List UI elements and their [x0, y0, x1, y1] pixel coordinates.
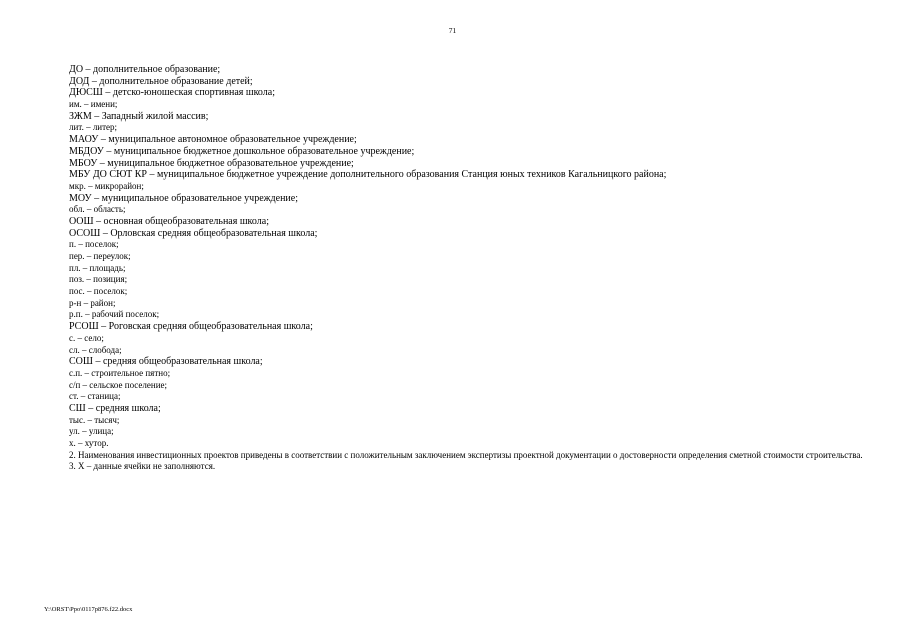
abbreviation-list	[69, 64, 863, 450]
note-3: 3. Х – данные ячейки не заполняются.	[69, 461, 216, 472]
abbreviation-item: тыс. – тысяч;	[69, 414, 120, 425]
abbreviation-item: РСОШ – Роговская средняя общеобразовательная школа;	[69, 321, 313, 333]
abbreviation-item: ДЮСШ – детско-юношеская спортивная школа;	[69, 87, 276, 99]
abbreviation-item: пл. – площадь;	[69, 262, 126, 273]
abbreviation-item: МАОУ – муниципальное автономное образовательное учреждение;	[69, 134, 357, 146]
abbreviation-item: лит. – литер;	[69, 122, 118, 133]
abbreviation-item: обл. – область;	[69, 204, 126, 215]
abbreviation-item: с/п – сельское поселение;	[69, 379, 168, 390]
abbreviation-item: ул. – улица;	[69, 426, 114, 437]
abbreviation-item: поз. – позиция;	[69, 274, 128, 285]
abbreviation-item: мкр. – микрорайон;	[69, 180, 144, 191]
abbreviation-item: с.п. – строительное пятно;	[69, 367, 171, 378]
abbreviation-item: х. – хутор.	[69, 438, 109, 448]
abbreviation-item: ст. – станица;	[69, 391, 121, 402]
document-body	[69, 64, 863, 473]
page-number: 71	[448, 26, 457, 35]
abbreviation-item: с. – село;	[69, 332, 104, 343]
abbreviation-item: им. – имени;	[69, 99, 118, 110]
abbreviation-item: сл. – слобода;	[69, 344, 122, 355]
abbreviation-item: МОУ – муниципальное образовательное учреждение;	[69, 192, 298, 204]
abbreviation-item: МБОУ – муниципальное бюджетное образовательное учреждение;	[69, 157, 354, 169]
abbreviation-item: пос. – поселок;	[69, 286, 128, 297]
abbreviation-item: СОШ – средняя общеобразовательная школа;	[69, 356, 263, 368]
abbreviation-item: ООШ – основная общеобразовательная школа;	[69, 215, 269, 227]
abbreviation-item: р.п. – рабочий поселок;	[69, 309, 160, 320]
abbreviation-item: МБУ ДО СЮТ КР – муниципальное бюджетное учреждение дополнительного образования Станция юных техников Кагальницкого района;	[69, 169, 667, 181]
abbreviation-item: р-н – район;	[69, 297, 116, 308]
abbreviation-item: ДО – дополнительное образование;	[69, 64, 221, 75]
note-2: 2. Наименования инвестиционных проектов приведены в соответствии с положительным заключением экспертизы проектной документации о достоверности определения сметной стоимости строительства.	[69, 449, 863, 460]
abbreviation-item: ДОД – дополнительное образование детей;	[69, 75, 253, 87]
abbreviation-item: МБДОУ – муниципальное бюджетное дошкольное образовательное учреждение;	[69, 145, 415, 157]
abbreviation-item: СШ – средняя школа;	[69, 402, 161, 414]
abbreviation-item: п. – поселок;	[69, 239, 119, 250]
footer-file-path: Y:\ORST\Ppo\0117p876.f22.docx	[44, 606, 133, 613]
abbreviation-item: ОСОШ – Орловская средняя общеобразовательная школа;	[69, 227, 318, 239]
abbreviation-item: пер. – переулок;	[69, 251, 131, 261]
abbreviation-item: ЗЖМ – Западный жилой массив;	[69, 110, 209, 122]
